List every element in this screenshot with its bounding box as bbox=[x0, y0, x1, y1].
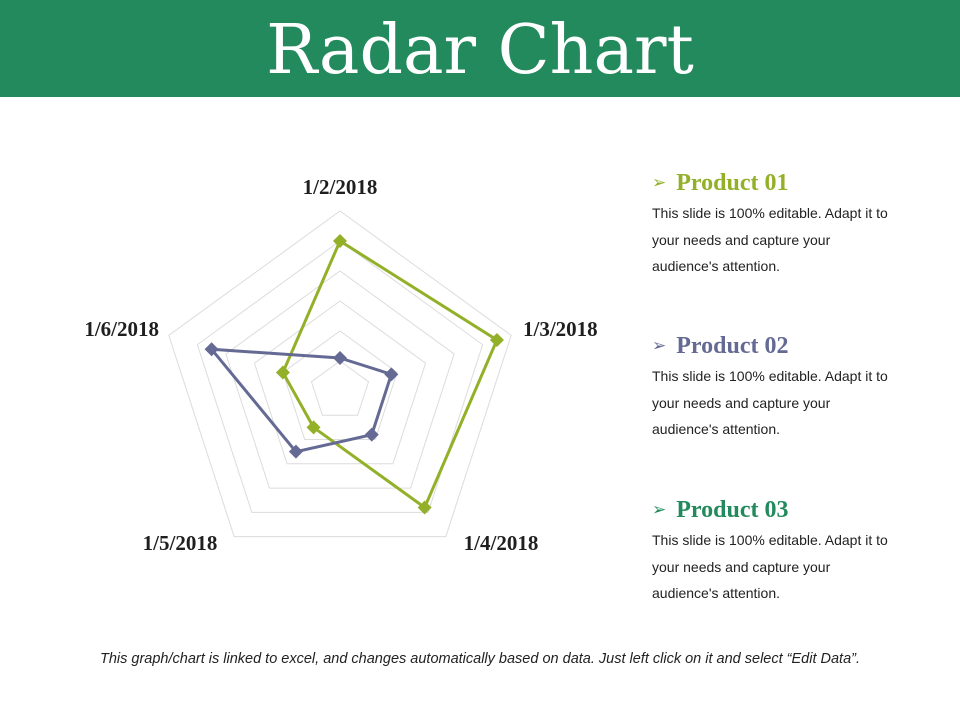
grid-ring bbox=[311, 361, 368, 415]
legend-name: Product 01 bbox=[676, 169, 789, 196]
legend-item-product-02 bbox=[652, 331, 942, 443]
data-point-product-01 bbox=[276, 365, 290, 379]
radar-grid bbox=[169, 211, 511, 537]
radar-chart bbox=[0, 97, 640, 637]
axis-label: 1/3/2018 bbox=[523, 317, 598, 341]
legend-description: This slide is 100% editable. Adapt it to your needs and capture your audience's attention. bbox=[652, 532, 888, 601]
legend-name: Product 02 bbox=[676, 332, 789, 359]
series-line-product-02 bbox=[212, 349, 392, 451]
data-point-product-01 bbox=[333, 234, 347, 248]
legend-item-product-01 bbox=[652, 168, 942, 280]
radar-series bbox=[205, 234, 504, 514]
axis-label: 1/2/2018 bbox=[302, 175, 378, 199]
axis-label: 1/6/2018 bbox=[84, 317, 159, 341]
legend-description: This slide is 100% editable. Adapt it to your needs and capture your audience's attention. bbox=[652, 368, 888, 437]
radar-axis-labels bbox=[84, 175, 597, 555]
legend-item-product-03 bbox=[652, 495, 942, 607]
axis-label: 1/4/2018 bbox=[463, 531, 539, 555]
arrow-bullet-icon: ➢ bbox=[652, 173, 667, 193]
axis-label: 1/5/2018 bbox=[142, 531, 218, 555]
legend-description: This slide is 100% editable. Adapt it to your needs and capture your audience's attention. bbox=[652, 205, 888, 274]
data-point-product-02 bbox=[333, 351, 347, 365]
data-point-product-02 bbox=[384, 367, 398, 381]
arrow-bullet-icon: ➢ bbox=[652, 500, 667, 520]
legend-name: Product 03 bbox=[676, 496, 789, 523]
arrow-bullet-icon: ➢ bbox=[652, 336, 667, 356]
footnote: This graph/chart is linked to excel, and changes automatically based on data. Just left click on it and select “Edit Data”. bbox=[99, 651, 861, 667]
slide-title: Radar Chart bbox=[266, 11, 694, 90]
title-bar bbox=[0, 0, 960, 97]
grid-ring bbox=[283, 331, 397, 440]
data-point-product-01 bbox=[490, 333, 504, 347]
